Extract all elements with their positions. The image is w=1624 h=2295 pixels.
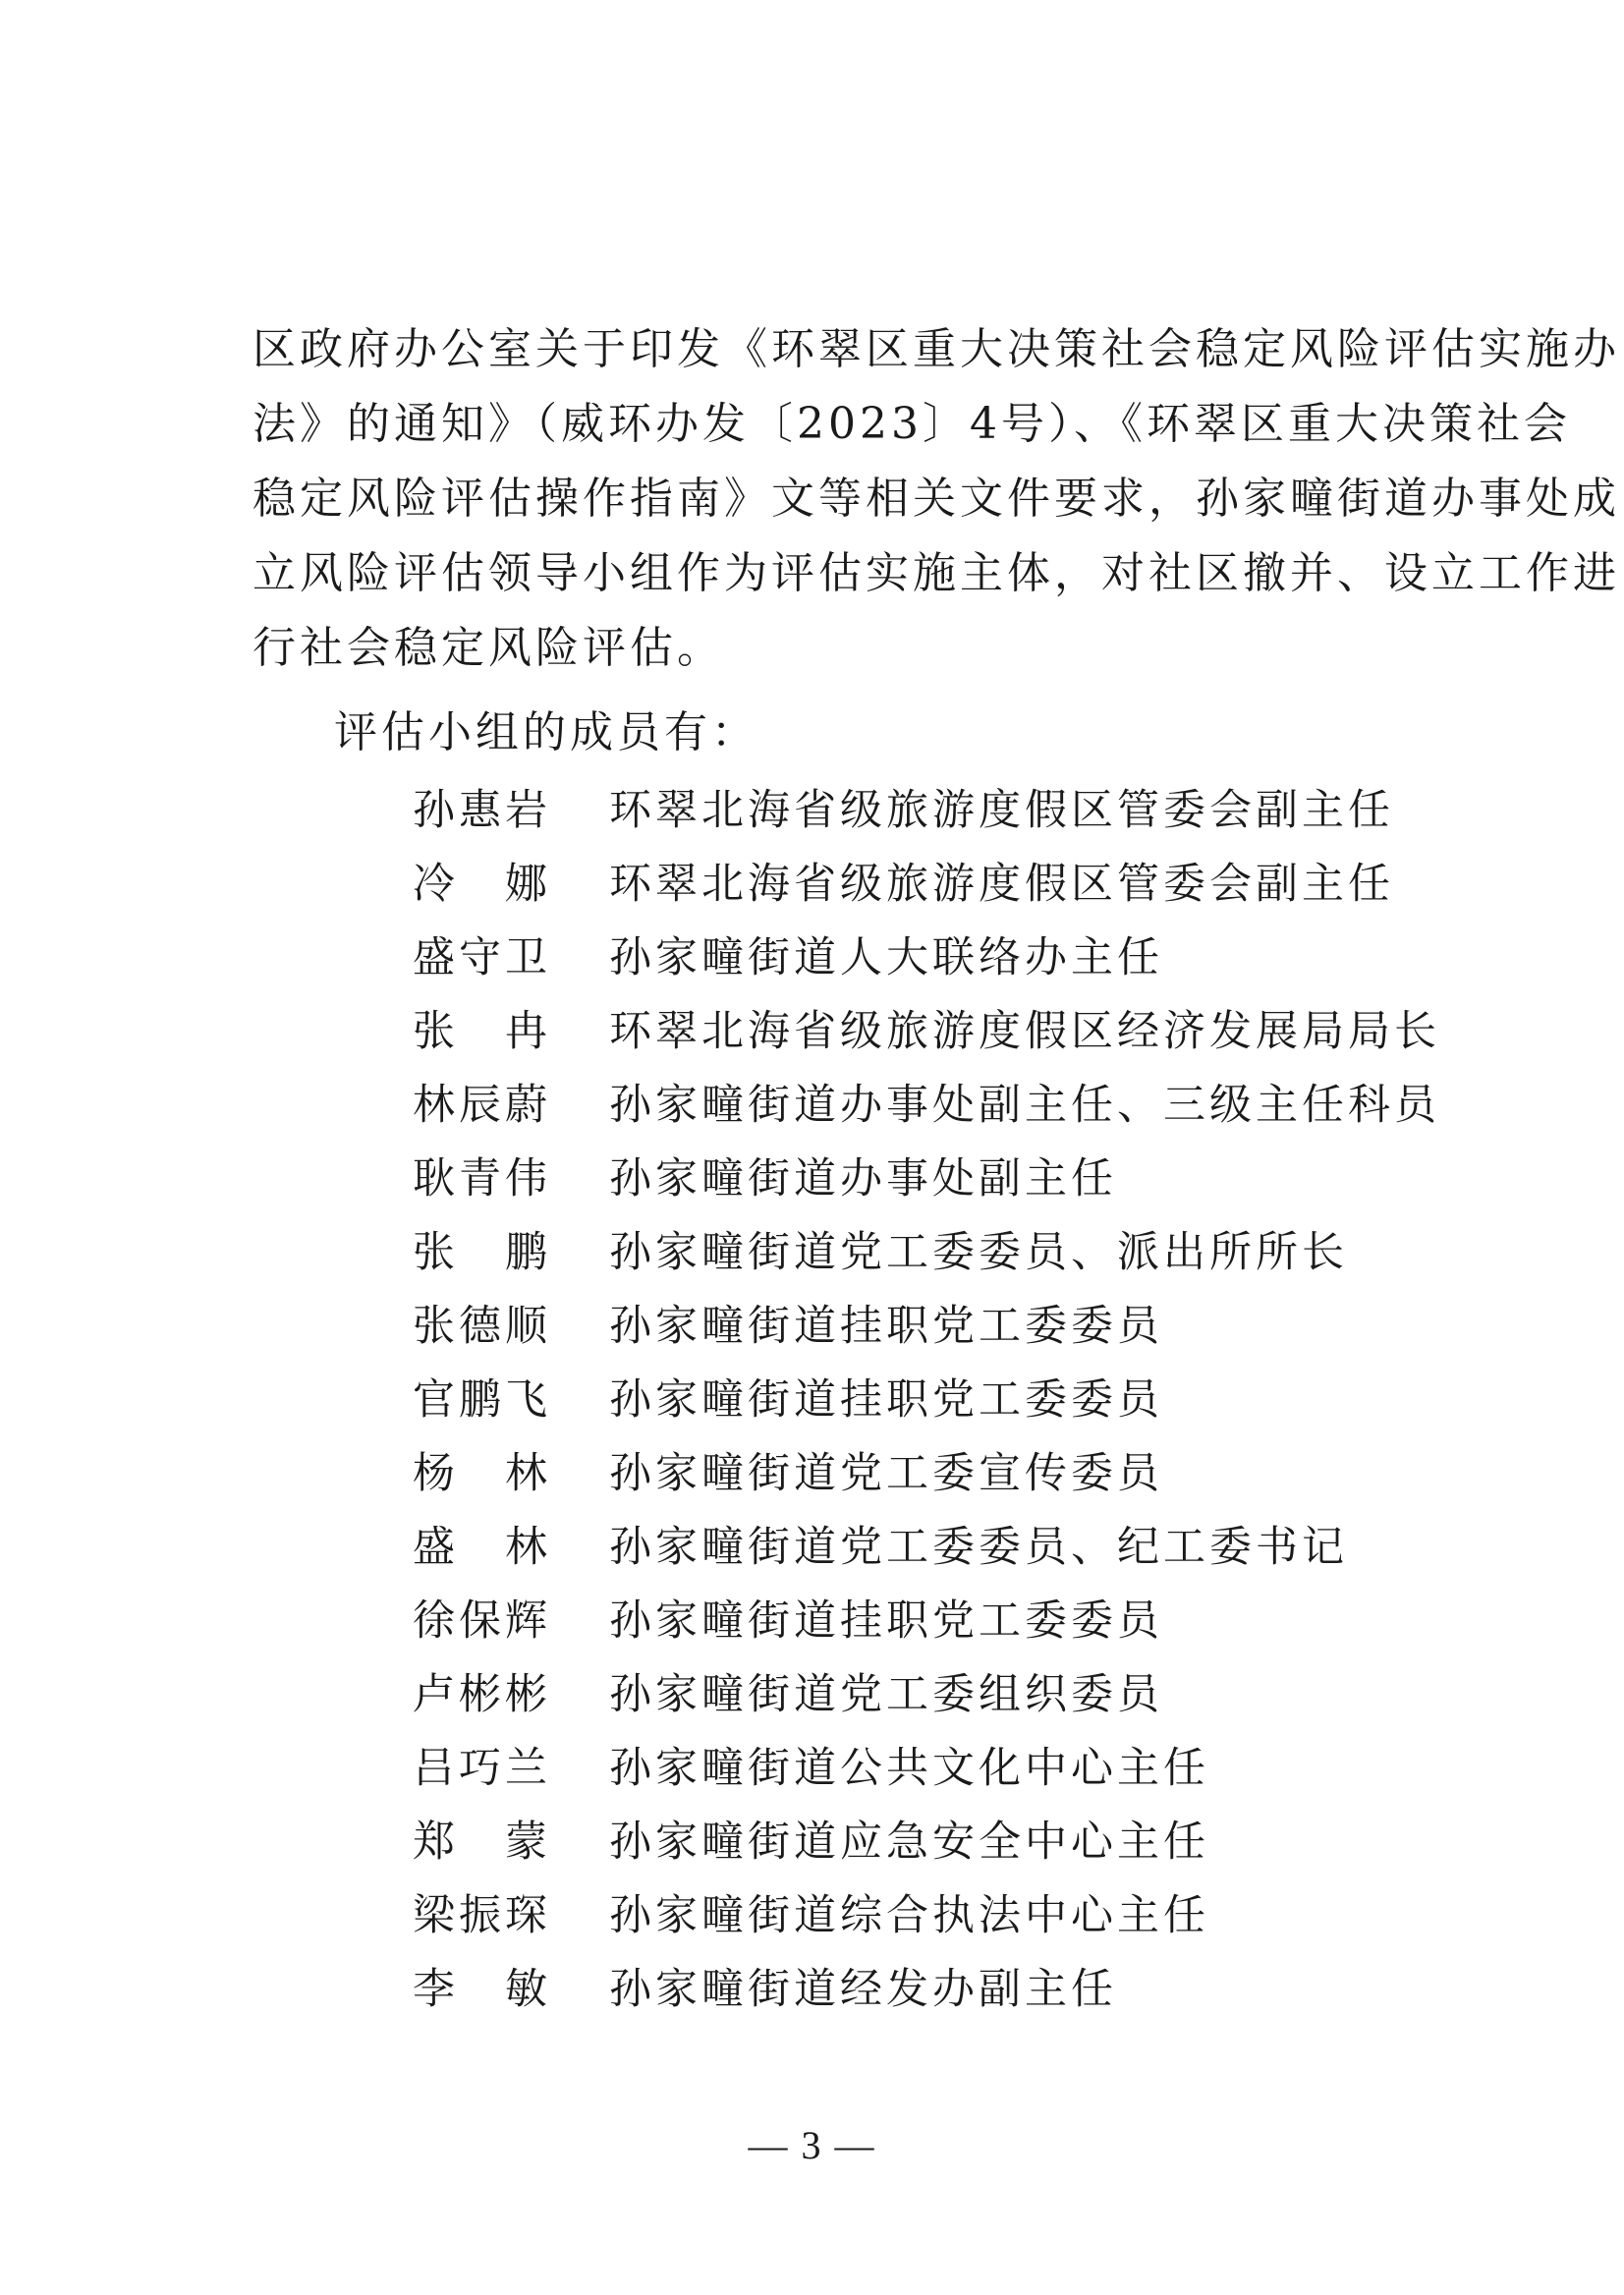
members-list bbox=[413, 770, 1454, 2023]
member-row bbox=[413, 1286, 1454, 1360]
member-title: 孙家疃街道挂职党工委委员 bbox=[609, 1596, 1163, 1646]
member-row bbox=[413, 1360, 1454, 1433]
member-title: 孙家疃街道人大联络办主任 bbox=[609, 933, 1163, 982]
member-name: 盛 林 bbox=[413, 1523, 551, 1572]
member-row bbox=[413, 918, 1454, 991]
paragraph-line: 法》的通知》（威环办发〔2023〕4号）、《环翠区重大决策社会 bbox=[252, 399, 1571, 449]
member-title: 环翠北海省级旅游度假区管委会副主任 bbox=[609, 860, 1394, 909]
member-row bbox=[413, 1802, 1454, 1875]
member-row bbox=[413, 1581, 1454, 1654]
members-intro: 评估小组的成员有： bbox=[334, 707, 758, 757]
member-name: 梁振琛 bbox=[413, 1891, 551, 1940]
paragraph-line: 行社会稳定风险评估。 bbox=[252, 623, 724, 673]
member-row bbox=[413, 991, 1454, 1065]
body-paragraph bbox=[252, 312, 1620, 686]
member-title: 孙家疃街道党工委委员、派出所所长 bbox=[609, 1228, 1348, 1277]
member-name: 耿青伟 bbox=[413, 1154, 551, 1203]
paragraph-line: 稳定风险评估操作指南》文等相关文件要求，孙家疃街道办事处成 bbox=[252, 474, 1620, 524]
member-title: 孙家疃街道办事处副主任 bbox=[609, 1154, 1117, 1203]
member-title: 孙家疃街道应急安全中心主任 bbox=[609, 1818, 1209, 1867]
paragraph-line: 立风险评估领导小组作为评估实施主体，对社区撤并、设立工作进 bbox=[252, 548, 1620, 598]
member-row bbox=[413, 1139, 1454, 1212]
member-name: 官鹏飞 bbox=[413, 1375, 551, 1425]
member-row bbox=[413, 1065, 1454, 1139]
member-name: 张 鹏 bbox=[413, 1228, 551, 1277]
member-title: 孙家疃街道挂职党工委委员 bbox=[609, 1375, 1163, 1425]
member-row bbox=[413, 1949, 1454, 2023]
member-row bbox=[413, 770, 1454, 844]
member-row bbox=[413, 1507, 1454, 1581]
member-row bbox=[413, 1728, 1454, 1802]
member-title: 孙家疃街道公共文化中心主任 bbox=[609, 1744, 1209, 1793]
member-row bbox=[413, 844, 1454, 918]
member-title: 环翠北海省级旅游度假区管委会副主任 bbox=[609, 786, 1394, 835]
page-number: — 3 — bbox=[748, 2123, 876, 2167]
member-row bbox=[413, 1212, 1454, 1286]
member-row bbox=[413, 1433, 1454, 1507]
member-name: 盛守卫 bbox=[413, 933, 551, 982]
member-name: 林辰蔚 bbox=[413, 1081, 551, 1130]
member-name: 孙惠岩 bbox=[413, 786, 551, 835]
paragraph-line: 区政府办公室关于印发《环翠区重大决策社会稳定风险评估实施办 bbox=[252, 324, 1620, 374]
member-title: 孙家疃街道经发办副主任 bbox=[609, 1965, 1117, 2014]
member-title: 孙家疃街道挂职党工委委员 bbox=[609, 1302, 1163, 1351]
member-title: 孙家疃街道办事处副主任、三级主任科员 bbox=[609, 1081, 1440, 1130]
member-name: 冷 娜 bbox=[413, 860, 551, 909]
member-name: 张德顺 bbox=[413, 1302, 551, 1351]
member-row bbox=[413, 1654, 1454, 1728]
member-name: 卢彬彬 bbox=[413, 1670, 551, 1719]
member-title: 孙家疃街道党工委组织委员 bbox=[609, 1670, 1163, 1719]
member-name: 吕巧兰 bbox=[413, 1744, 551, 1793]
member-row bbox=[413, 1875, 1454, 1949]
member-name: 张 冉 bbox=[413, 1007, 551, 1056]
member-name: 杨 林 bbox=[413, 1449, 551, 1498]
member-name: 徐保辉 bbox=[413, 1596, 551, 1646]
member-name: 郑 蒙 bbox=[413, 1818, 551, 1867]
member-name: 李 敏 bbox=[413, 1965, 551, 2014]
member-title: 孙家疃街道综合执法中心主任 bbox=[609, 1891, 1209, 1940]
member-title: 孙家疃街道党工委委员、纪工委书记 bbox=[609, 1523, 1348, 1572]
member-title: 孙家疃街道党工委宣传委员 bbox=[609, 1449, 1163, 1498]
member-title: 环翠北海省级旅游度假区经济发展局局长 bbox=[609, 1007, 1440, 1056]
